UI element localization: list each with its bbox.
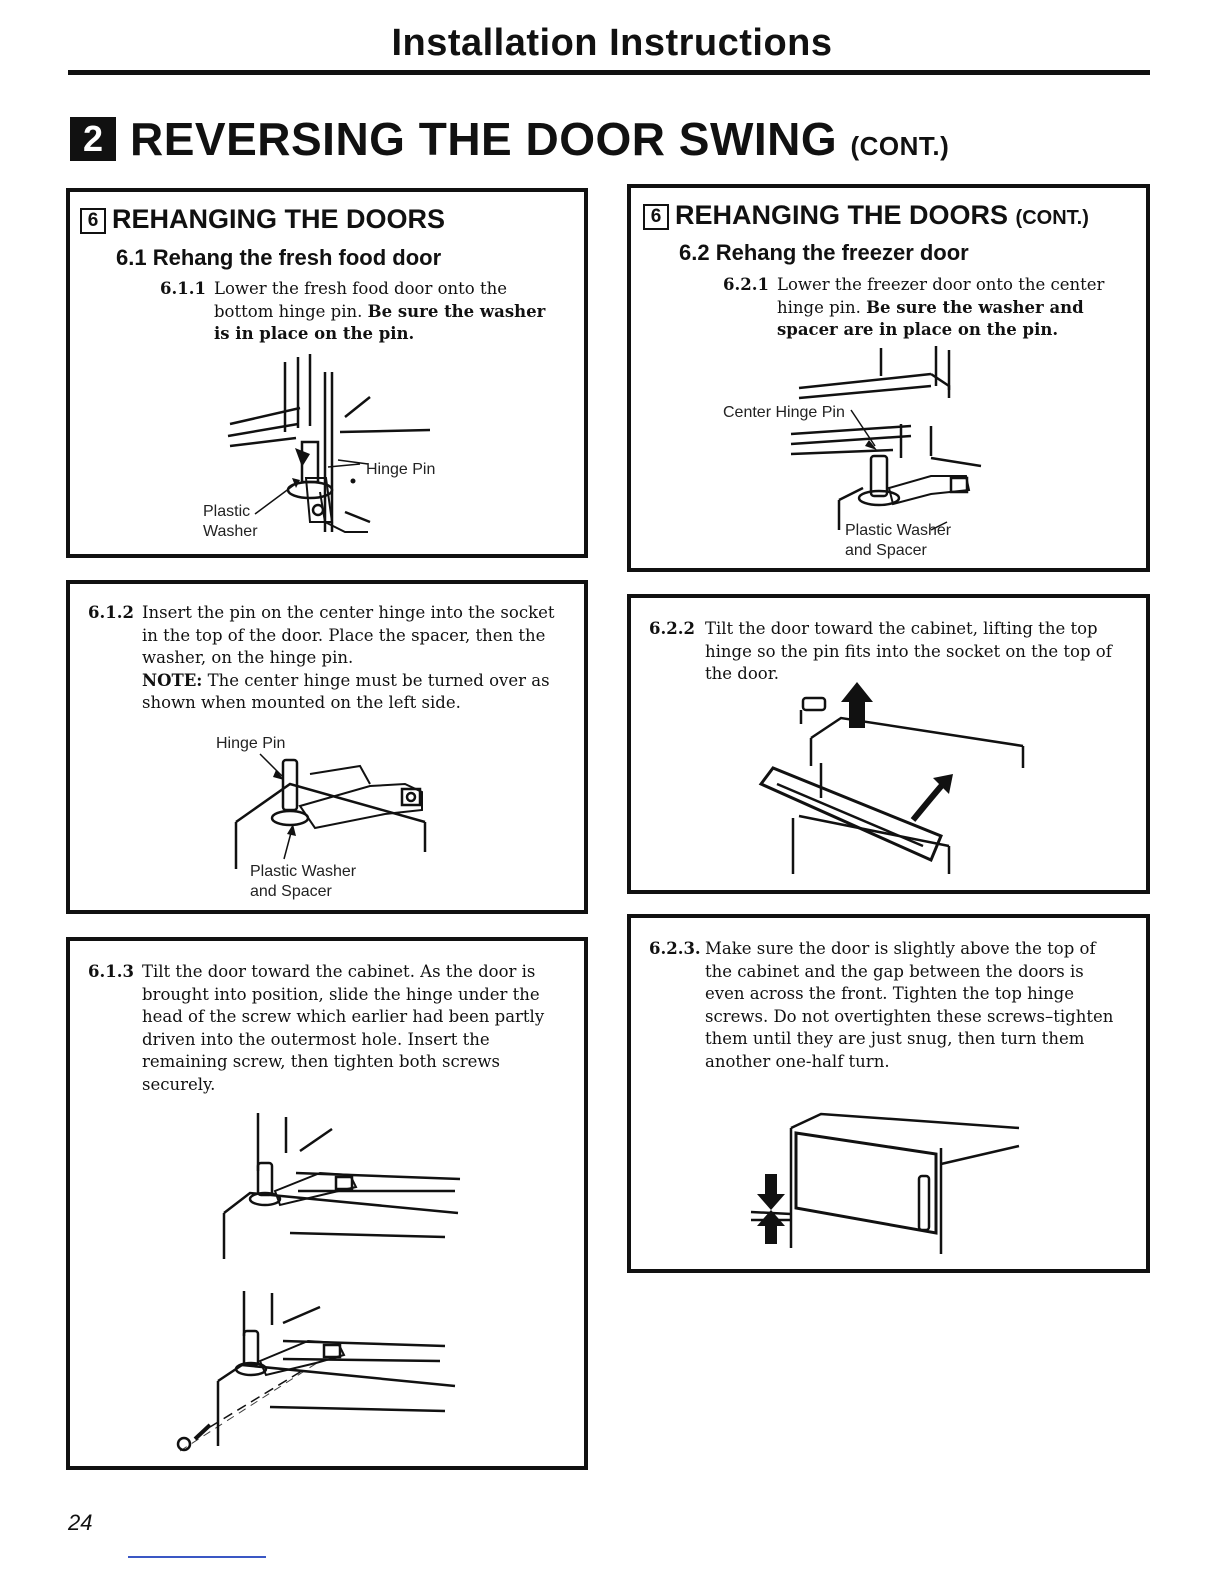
freezer-door-tilt-illustration <box>631 598 1154 898</box>
section-title-text: REVERSING THE DOOR SWING <box>130 113 838 165</box>
label-plastic: Plastic <box>203 503 251 520</box>
item-number: 6.1.3 <box>88 962 134 981</box>
step-heading-text: REHANGING THE DOORS <box>112 204 446 234</box>
label-plastic-washer: Plastic Washer <box>250 863 357 880</box>
item-number: 6.2.2 <box>649 619 695 638</box>
label-hinge-pin: Hinge Pin <box>216 735 286 752</box>
label-and-spacer: and Spacer <box>250 883 332 900</box>
footer-link-underline[interactable] <box>128 1556 266 1558</box>
item-text-bold: Be sure the washer is in place on the pin. <box>214 301 546 343</box>
box-6-2-2 <box>627 594 1150 894</box>
section-title-cont: (CONT.) <box>850 131 950 161</box>
step-heading-cont: (CONT.) <box>1015 207 1089 229</box>
section-title <box>130 112 949 166</box>
item-number: 6.2.3. <box>649 939 701 958</box>
item-number: 6.1.1 <box>160 279 206 298</box>
box-6-1-3 <box>66 937 588 1470</box>
page-number: 24 <box>68 1510 93 1535</box>
item-text: Tilt the door toward the cabinet, lifting the top hinge so the pin fits into the socket on the top of the door. <box>705 619 1112 683</box>
label-center-hinge-pin: Center Hinge Pin <box>723 404 845 421</box>
freezer-door-hinge-illustration <box>631 188 1154 576</box>
fresh-food-door-hinge-illustration <box>70 192 592 562</box>
label-and-spacer: and Spacer <box>845 542 927 559</box>
door-tilt-screw-illustration <box>70 941 592 1474</box>
item-text: Make sure the door is slightly above the top of the cabinet and the gap between the doors is even across the front. Tighten the top hinge screws. Do not overtighten these screws–tighten them until they are just snug, then turn them another one-half turn. <box>705 939 1114 1071</box>
page-header-title: Installation Instructions <box>391 22 833 64</box>
label-hinge-pin: Hinge Pin <box>366 461 436 478</box>
sub-heading: 6.2 Rehang the freezer door <box>679 240 969 265</box>
box-6-1-2 <box>66 580 588 914</box>
header-rule <box>68 70 1150 75</box>
box-6-2-3 <box>627 914 1150 1273</box>
item-text-bold: Be sure the washer and spacer are in place on the pin. <box>777 297 1084 339</box>
item-text-body: Insert the pin on the center hinge into the socket in the top of the door. Place the spacer, then the washer, on the hinge pin. <box>142 603 555 667</box>
item-text-plain: Lower the fresh food door onto the bottom hinge pin. <box>214 279 508 321</box>
box-6-1-1 <box>66 188 588 558</box>
note-label: NOTE: <box>142 670 203 690</box>
label-plastic-washer: Plastic Washer <box>845 522 952 539</box>
item-text: Tilt the door toward the cabinet. As the door is brought into position, slide the hinge under the head of the screw which earlier had been partly driven into the outermost hole. Insert the remaining screw, then tighten both screws securely. <box>142 962 545 1094</box>
section-number-badge: 2 <box>70 117 116 161</box>
item-text-plain: Lower the freezer door onto the center hinge pin. <box>777 275 1105 317</box>
item-number: 6.1.2 <box>88 603 134 622</box>
label-washer: Washer <box>203 523 258 540</box>
item-number: 6.2.1 <box>723 275 769 294</box>
door-alignment-illustration <box>631 918 1154 1277</box>
step-number-badge: 6 <box>643 204 669 230</box>
step-number-badge: 6 <box>80 208 106 234</box>
note-text: The center hinge must be turned over as shown when mounted on the left side. <box>142 670 550 712</box>
sub-heading: 6.1 Rehang the fresh food door <box>116 245 442 270</box>
step-heading-text: REHANGING THE DOORS <box>675 200 1009 230</box>
box-6-2-1 <box>627 184 1150 572</box>
